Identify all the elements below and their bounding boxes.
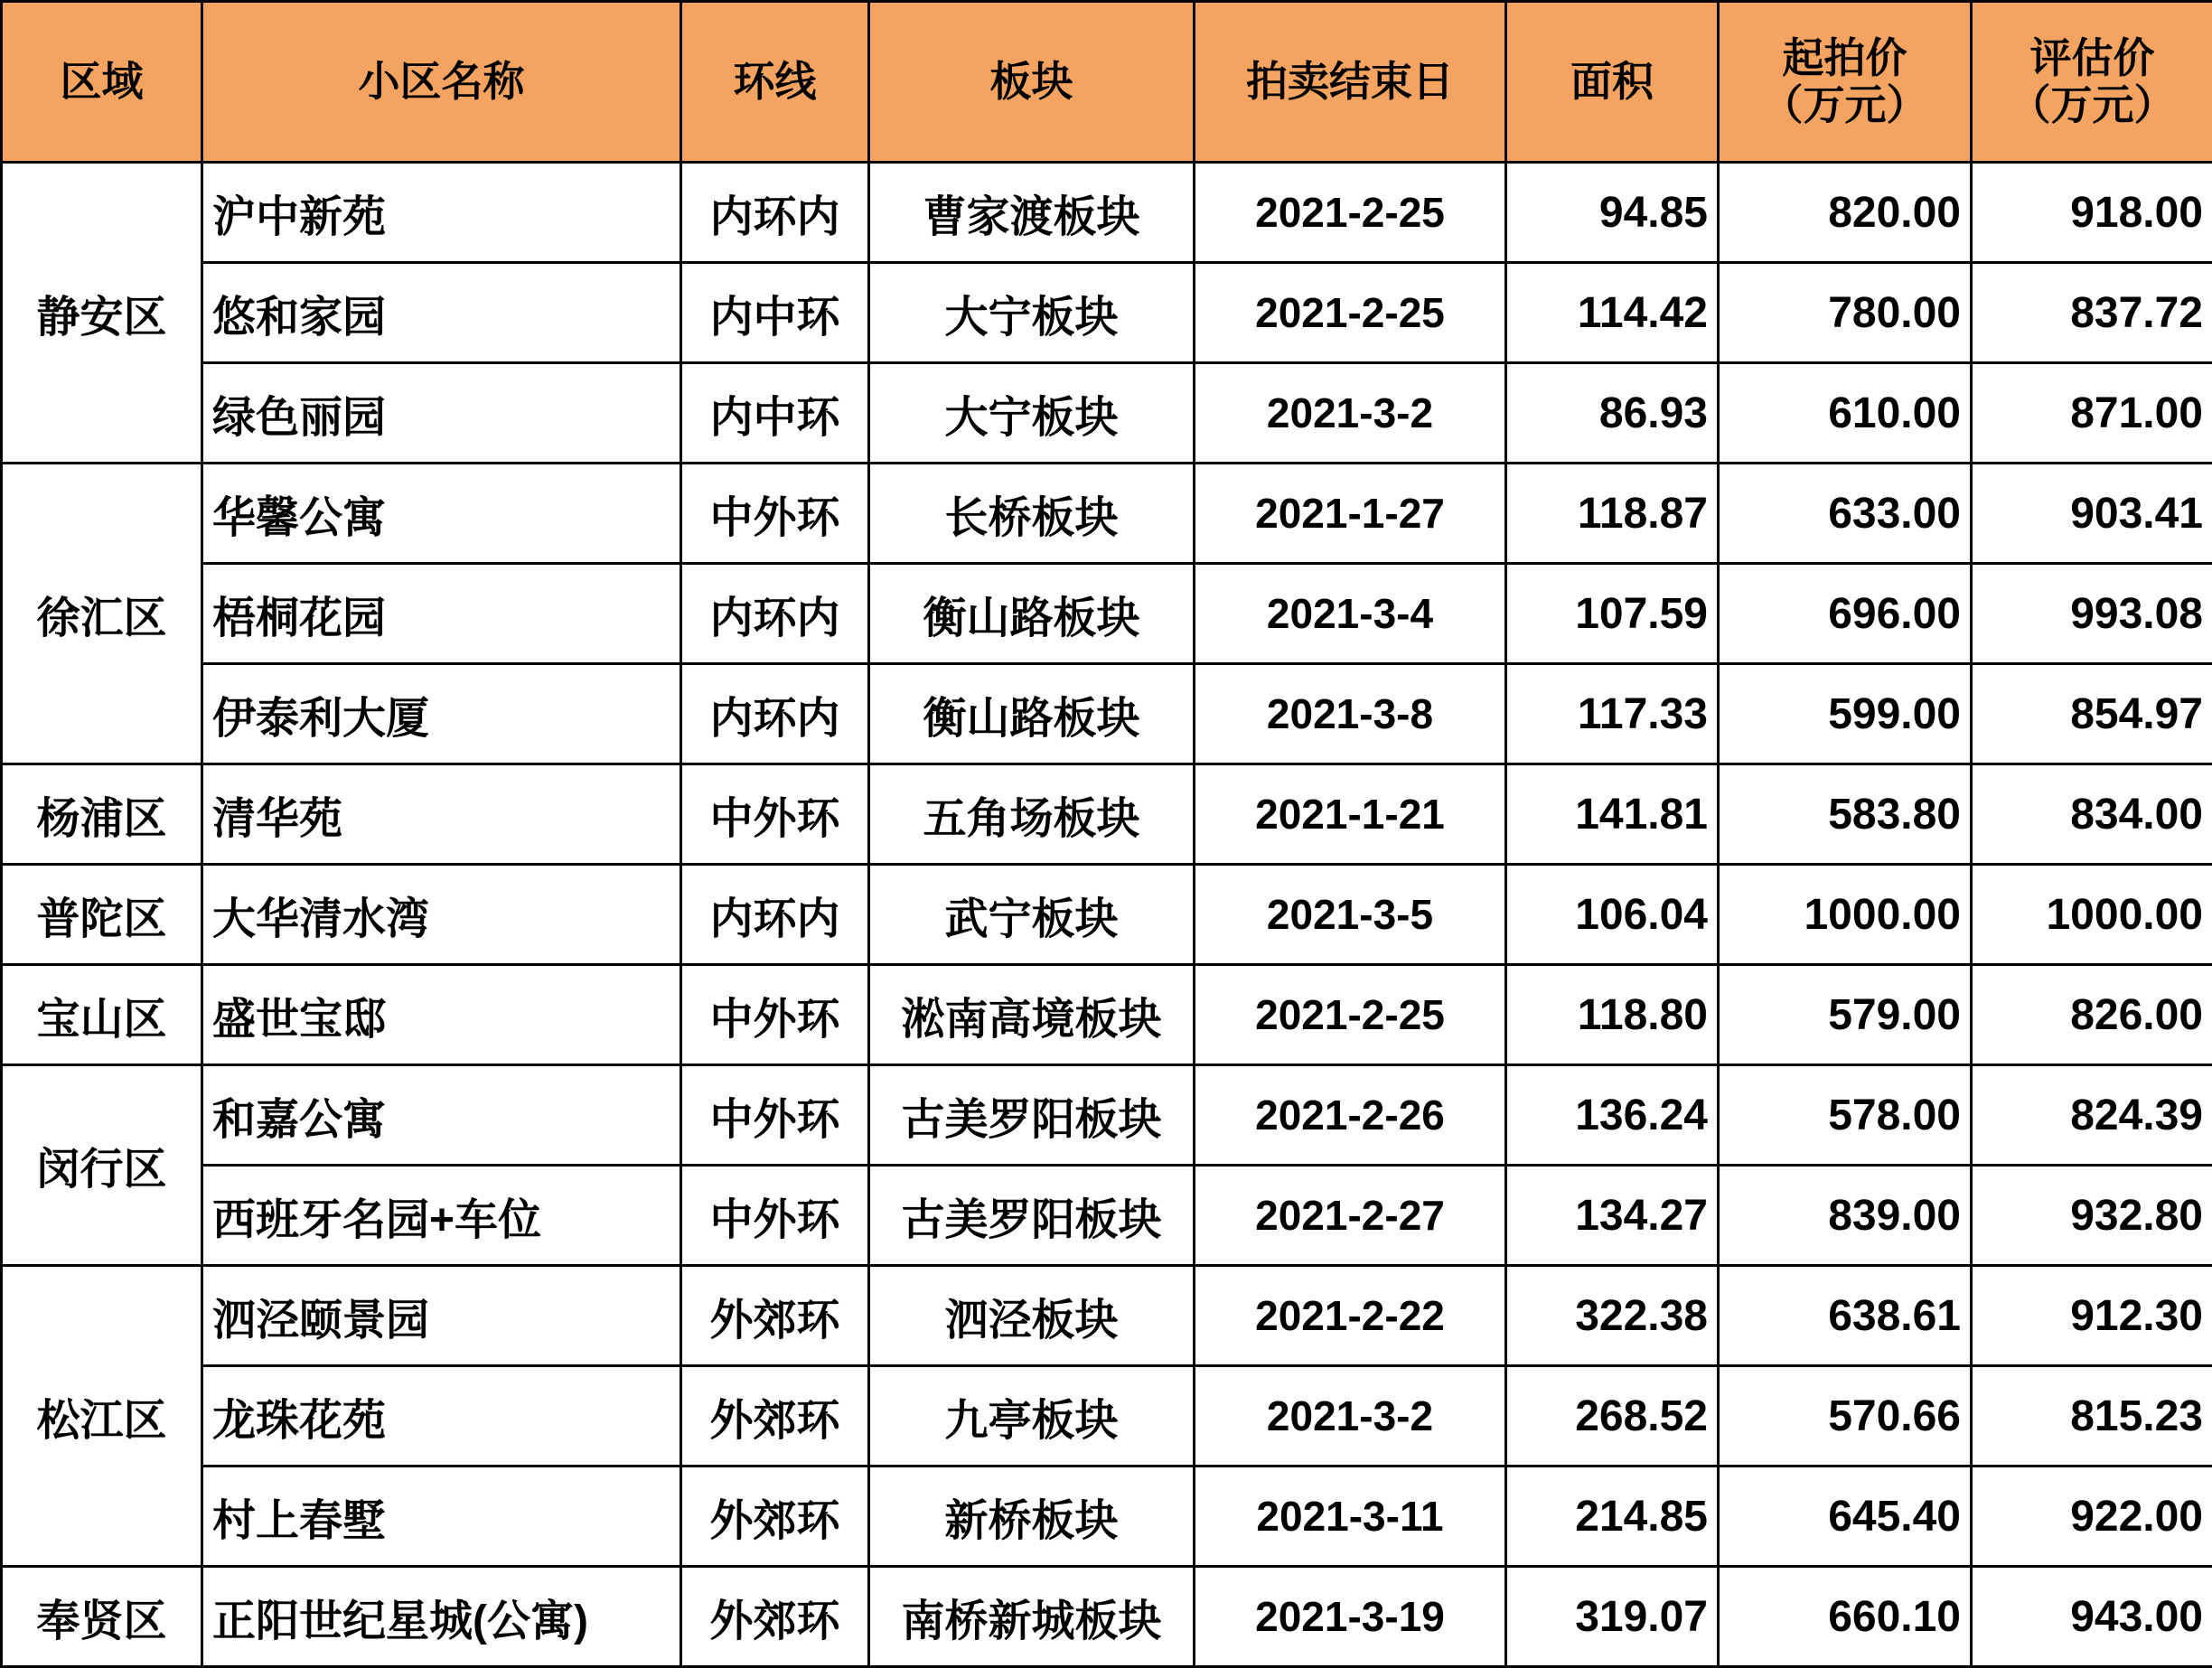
column-header-sector — [869, 2, 1195, 163]
cell-ring-line: 内中环 — [681, 363, 869, 464]
cell-area: 268.52 — [1506, 1366, 1719, 1467]
table-row — [2, 965, 2212, 1065]
cell-eval-price: 837.72 — [1972, 263, 2212, 363]
cell-sector: 衡山路板块 — [869, 564, 1195, 664]
cell-start-price: 633.00 — [1719, 464, 1972, 564]
cell-community-name: 绿色丽园 — [202, 363, 681, 464]
cell-ring-line: 中外环 — [681, 965, 869, 1065]
column-header-name — [202, 2, 681, 163]
column-header-area — [1506, 2, 1719, 163]
cell-community-name: 村上春墅 — [202, 1467, 681, 1567]
cell-area: 86.93 — [1506, 363, 1719, 464]
column-header-ring — [681, 2, 869, 163]
cell-eval-price: 943.00 — [1972, 1567, 2212, 1667]
column-header-region — [2, 2, 202, 163]
cell-region: 静安区 — [2, 163, 202, 464]
table-row — [2, 1266, 2212, 1366]
table-row — [2, 263, 2212, 363]
table-row — [2, 1366, 2212, 1467]
cell-ring-line: 中外环 — [681, 764, 869, 865]
column-header-line: 面积 — [1516, 59, 1708, 106]
column-header-line: 区域 — [12, 59, 192, 106]
cell-start-price: 839.00 — [1719, 1166, 1972, 1266]
cell-ring-line: 外郊环 — [681, 1567, 869, 1667]
cell-region: 松江区 — [2, 1266, 202, 1567]
cell-start-price: 578.00 — [1719, 1065, 1972, 1166]
cell-community-name: 龙珠花苑 — [202, 1366, 681, 1467]
column-header-line: 起拍价 — [1729, 35, 1961, 82]
table-row — [2, 464, 2212, 564]
cell-eval-price: 912.30 — [1972, 1266, 2212, 1366]
table-row — [2, 865, 2212, 965]
table-row — [2, 363, 2212, 464]
cell-start-price: 820.00 — [1719, 163, 1972, 263]
column-header-line: 板块 — [879, 59, 1184, 106]
cell-eval-price: 922.00 — [1972, 1467, 2212, 1567]
cell-ring-line: 内环内 — [681, 865, 869, 965]
cell-auction-end-date: 2021-3-2 — [1195, 363, 1506, 464]
cell-auction-end-date: 2021-1-21 — [1195, 764, 1506, 865]
cell-eval-price: 918.00 — [1972, 163, 2212, 263]
cell-auction-end-date: 2021-2-27 — [1195, 1166, 1506, 1266]
cell-auction-end-date: 2021-2-25 — [1195, 965, 1506, 1065]
table-body — [2, 163, 2212, 1667]
cell-ring-line: 中外环 — [681, 1166, 869, 1266]
cell-auction-end-date: 2021-3-4 — [1195, 564, 1506, 664]
cell-region: 普陀区 — [2, 865, 202, 965]
cell-sector: 南桥新城板块 — [869, 1567, 1195, 1667]
cell-area: 114.42 — [1506, 263, 1719, 363]
cell-auction-end-date: 2021-3-19 — [1195, 1567, 1506, 1667]
cell-sector: 曹家渡板块 — [869, 163, 1195, 263]
column-header-date — [1195, 2, 1506, 163]
cell-area: 118.80 — [1506, 965, 1719, 1065]
cell-ring-line: 中外环 — [681, 464, 869, 564]
cell-area: 106.04 — [1506, 865, 1719, 965]
cell-sector: 九亭板块 — [869, 1366, 1195, 1467]
cell-sector: 淞南高境板块 — [869, 965, 1195, 1065]
cell-auction-end-date: 2021-2-25 — [1195, 263, 1506, 363]
cell-auction-end-date: 2021-2-26 — [1195, 1065, 1506, 1166]
cell-start-price: 696.00 — [1719, 564, 1972, 664]
cell-community-name: 沪中新苑 — [202, 163, 681, 263]
column-header-line: 环线 — [691, 59, 858, 106]
column-header-line: （万元） — [1729, 82, 1961, 129]
cell-community-name: 悠和家园 — [202, 263, 681, 363]
table-row — [2, 1065, 2212, 1166]
cell-sector: 长桥板块 — [869, 464, 1195, 564]
cell-start-price: 780.00 — [1719, 263, 1972, 363]
table-header — [2, 2, 2212, 163]
cell-start-price: 579.00 — [1719, 965, 1972, 1065]
cell-eval-price: 826.00 — [1972, 965, 2212, 1065]
cell-start-price: 645.40 — [1719, 1467, 1972, 1567]
cell-area: 107.59 — [1506, 564, 1719, 664]
cell-area: 117.33 — [1506, 664, 1719, 764]
cell-community-name: 盛世宝邸 — [202, 965, 681, 1065]
cell-eval-price: 824.39 — [1972, 1065, 2212, 1166]
cell-ring-line: 外郊环 — [681, 1366, 869, 1467]
cell-region: 宝山区 — [2, 965, 202, 1065]
table-row — [2, 664, 2212, 764]
table-row — [2, 564, 2212, 664]
cell-eval-price: 903.41 — [1972, 464, 2212, 564]
column-header-start-price — [1719, 2, 1972, 163]
cell-eval-price: 993.08 — [1972, 564, 2212, 664]
cell-auction-end-date: 2021-3-8 — [1195, 664, 1506, 764]
cell-area: 134.27 — [1506, 1166, 1719, 1266]
cell-auction-end-date: 2021-2-22 — [1195, 1266, 1506, 1366]
table-header-row — [2, 2, 2212, 163]
cell-start-price: 599.00 — [1719, 664, 1972, 764]
cell-region: 闵行区 — [2, 1065, 202, 1266]
cell-community-name: 和嘉公寓 — [202, 1065, 681, 1166]
cell-auction-end-date: 2021-3-2 — [1195, 1366, 1506, 1467]
cell-ring-line: 内环内 — [681, 163, 869, 263]
cell-eval-price: 932.80 — [1972, 1166, 2212, 1266]
cell-area: 319.07 — [1506, 1567, 1719, 1667]
cell-start-price: 610.00 — [1719, 363, 1972, 464]
cell-ring-line: 内环内 — [681, 664, 869, 764]
cell-community-name: 泗泾颐景园 — [202, 1266, 681, 1366]
cell-community-name: 伊泰利大厦 — [202, 664, 681, 764]
cell-sector: 五角场板块 — [869, 764, 1195, 865]
cell-community-name: 华馨公寓 — [202, 464, 681, 564]
table-row — [2, 163, 2212, 263]
cell-auction-end-date: 2021-3-5 — [1195, 865, 1506, 965]
cell-sector: 大宁板块 — [869, 363, 1195, 464]
cell-sector: 大宁板块 — [869, 263, 1195, 363]
cell-area: 136.24 — [1506, 1065, 1719, 1166]
cell-ring-line: 外郊环 — [681, 1266, 869, 1366]
cell-eval-price: 854.97 — [1972, 664, 2212, 764]
cell-sector: 衡山路板块 — [869, 664, 1195, 764]
cell-start-price: 1000.00 — [1719, 865, 1972, 965]
cell-area: 141.81 — [1506, 764, 1719, 865]
table-row — [2, 764, 2212, 865]
cell-ring-line: 内中环 — [681, 263, 869, 363]
cell-region: 杨浦区 — [2, 764, 202, 865]
table-row — [2, 1467, 2212, 1567]
column-header-line: 小区名称 — [212, 59, 670, 106]
cell-ring-line: 中外环 — [681, 1065, 869, 1166]
cell-area: 214.85 — [1506, 1467, 1719, 1567]
cell-eval-price: 815.23 — [1972, 1366, 2212, 1467]
cell-region: 徐汇区 — [2, 464, 202, 764]
cell-auction-end-date: 2021-1-27 — [1195, 464, 1506, 564]
cell-auction-end-date: 2021-3-11 — [1195, 1467, 1506, 1567]
cell-start-price: 638.61 — [1719, 1266, 1972, 1366]
cell-ring-line: 外郊环 — [681, 1467, 869, 1567]
cell-eval-price: 834.00 — [1972, 764, 2212, 865]
cell-start-price: 570.66 — [1719, 1366, 1972, 1467]
cell-sector: 武宁板块 — [869, 865, 1195, 965]
cell-ring-line: 内环内 — [681, 564, 869, 664]
cell-community-name: 清华苑 — [202, 764, 681, 865]
table-row — [2, 1166, 2212, 1266]
cell-area: 322.38 — [1506, 1266, 1719, 1366]
cell-sector: 古美罗阳板块 — [869, 1065, 1195, 1166]
cell-community-name: 西班牙名园+车位 — [202, 1166, 681, 1266]
cell-community-name: 大华清水湾 — [202, 865, 681, 965]
cell-community-name: 正阳世纪星城(公寓) — [202, 1567, 681, 1667]
cell-area: 118.87 — [1506, 464, 1719, 564]
column-header-eval-price — [1972, 2, 2212, 163]
cell-eval-price: 871.00 — [1972, 363, 2212, 464]
column-header-line: （万元） — [1982, 82, 2203, 129]
cell-start-price: 660.10 — [1719, 1567, 1972, 1667]
cell-eval-price: 1000.00 — [1972, 865, 2212, 965]
cell-community-name: 梧桐花园 — [202, 564, 681, 664]
cell-sector: 泗泾板块 — [869, 1266, 1195, 1366]
cell-sector: 古美罗阳板块 — [869, 1166, 1195, 1266]
cell-start-price: 583.80 — [1719, 764, 1972, 865]
table-row — [2, 1567, 2212, 1667]
cell-auction-end-date: 2021-2-25 — [1195, 163, 1506, 263]
cell-sector: 新桥板块 — [869, 1467, 1195, 1567]
cell-area: 94.85 — [1506, 163, 1719, 263]
column-header-line: 评估价 — [1982, 35, 2203, 82]
column-header-line: 拍卖结束日 — [1204, 59, 1495, 106]
cell-region: 奉贤区 — [2, 1567, 202, 1667]
